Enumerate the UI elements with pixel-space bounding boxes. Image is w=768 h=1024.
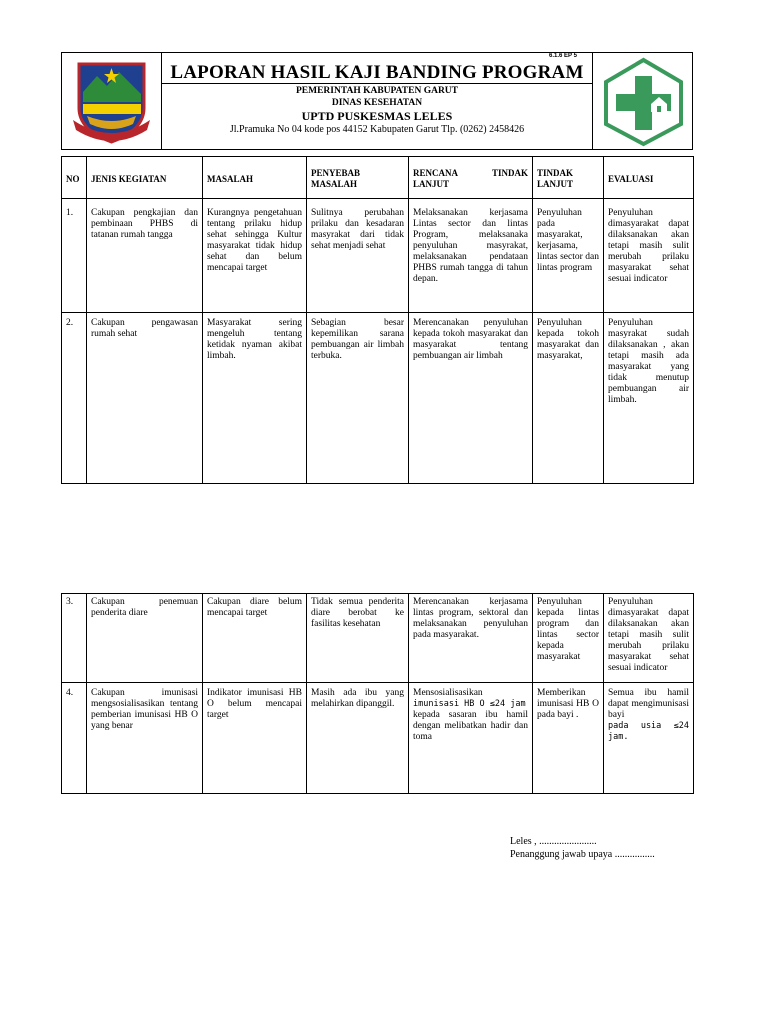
cell-tindak: Penyuluhan pada masyarakat, kerjasama, lintas sector dan lintas program: [533, 199, 604, 313]
cell-rencana: Merencanakan kerjasama lintas program, sektoral dan melaksanakan penyuluhan pada masyarakat.: [409, 594, 533, 683]
header-puskesmas-name: UPTD PUSKESMAS LELES: [301, 109, 453, 123]
rencana-line: kepada sasaran ibu hamil dengan melibatkan hadir dan toma: [413, 710, 528, 742]
cell-no: 2.: [62, 313, 87, 484]
cell-jenis: Cakupan pengawasan rumah sehat: [87, 313, 203, 484]
column-header: NO: [62, 157, 87, 199]
cell-evaluasi: Penyuluhan dimasyarakat dapat dilaksanakan akan tetapi masih sulit merubah prilaku masyarakat sehat sesuai indicator: [604, 199, 694, 313]
evaluasi-handwritten-line: pada usia ≤24 jam.: [608, 721, 689, 742]
column-header: MASALAH: [203, 157, 307, 199]
cell-tindak: Penyuluhan kepada lintas program dan lintas sector kepada masyarakat: [533, 594, 604, 683]
cell-rencana: Melaksanakan kerjasama Lintas sector dan lintas Program, melaksanaka penyuluhan masyrakat, melaksanakan pendataan PHBS rumah tangga di tahun depan.: [409, 199, 533, 313]
cell-evaluasi: [604, 683, 694, 794]
cell-jenis: Cakupan pengkajian dan pembinaan PHBS di tatanan rumah tangga: [87, 199, 203, 313]
column-header: TINDAK LANJUT: [533, 157, 604, 199]
report-title: LAPORAN HASIL KAJI BANDING PROGRAM: [170, 62, 584, 83]
rencana-handwritten-line: imunisasi HB O ≤24 jam: [413, 699, 526, 709]
header-address: Jl.Pramuka No 04 kode pos 44152 Kabupaten Garut Tlp. (0262) 2458426: [229, 124, 525, 135]
title-divider: [162, 83, 592, 84]
cell-no: 3.: [62, 594, 87, 683]
table-header-row: [62, 157, 694, 199]
cell-no: 4.: [62, 683, 87, 794]
puskesmas-logo: [593, 52, 694, 150]
header-department: DINAS KESEHATAN: [331, 98, 423, 108]
cell-masalah: Masyarakat sering mengeluh tentang ketidak nyaman akibat limbah.: [203, 313, 307, 484]
cell-evaluasi: Penyuluhan masyrakat sudah dilaksanakan , akan tetapi masih ada masyarakat yang tidak menutup pembuangan air limbah.: [604, 313, 694, 484]
cell-jenis: Cakupan penemuan penderita diare: [87, 594, 203, 683]
table-row: [62, 594, 694, 683]
cell-rencana: [409, 683, 533, 794]
evaluasi-line: Semua ibu hamil dapat mengimunisasi bayi: [608, 688, 689, 720]
column-header: RENCANA TINDAK LANJUT: [409, 157, 533, 199]
cell-jenis: Cakupan imunisasi mengsosialisasikan tentang pemberian imunisasi HB O yang benar: [87, 683, 203, 794]
cell-rencana: Merencanakan penyuluhan kepada tokoh masyarakat dan masyarakat tentang pembuangan air limbah: [409, 313, 533, 484]
header-government: PEMERINTAH KABUPATEN GARUT: [295, 86, 459, 96]
cell-penyebab: Masih ada ibu yang melahirkan dipanggil.: [307, 683, 409, 794]
report-table-2: [61, 593, 694, 794]
table-row: [62, 199, 694, 313]
signature-place-date: Leles , .......................: [510, 836, 597, 847]
cell-tindak: Penyuluhan kepada tokoh masyarakat dan masyarakat,: [533, 313, 604, 484]
cell-penyebab: Sebagian besar kepemilikan sarana pembuangan air limbah terbuka.: [307, 313, 409, 484]
column-header: PENYEBAB MASALAH: [307, 157, 409, 199]
report-table-1: [61, 156, 694, 484]
cell-masalah: Indikator imunisasi HB O belum mencapai target: [203, 683, 307, 794]
cell-masalah: Cakupan diare belum mencapai target: [203, 594, 307, 683]
cell-penyebab: Sulitnya perubahan prilaku dan kesadaran masyrakat dari tidak sehat menjadi sehat: [307, 199, 409, 313]
table-row: [62, 313, 694, 484]
column-header: JENIS KEGIATAN: [87, 157, 203, 199]
table-row: [62, 683, 694, 794]
document-code: 6.1.6 EP 5: [549, 53, 577, 59]
cell-penyebab: Tidak semua penderita diare berobat ke fasilitas kesehatan: [307, 594, 409, 683]
cell-evaluasi: Penyuluhan dimasyarakat dapat dilaksanakan akan tetapi masih sulit merubah prilaku masyarakat sehat sesuai indicator: [604, 594, 694, 683]
cell-masalah: Kurangnya pengetahuan tentang prilaku hidup sehat sehingga Kultur masyarakat tidak hidup sehat dan belum mencapai target: [203, 199, 307, 313]
header-puskesmas-cell: [592, 52, 693, 150]
column-header: EVALUASI: [604, 157, 694, 199]
rencana-line: Mensosialisasikan: [413, 688, 483, 698]
garut-regency-logo: [61, 52, 162, 150]
cell-no: 1.: [62, 199, 87, 313]
cell-tindak: Memberikan imunisasi HB O pada bayi .: [533, 683, 604, 794]
signature-role: Penanggung jawab upaya ................: [510, 849, 655, 860]
header-logo-cell: [61, 52, 162, 150]
